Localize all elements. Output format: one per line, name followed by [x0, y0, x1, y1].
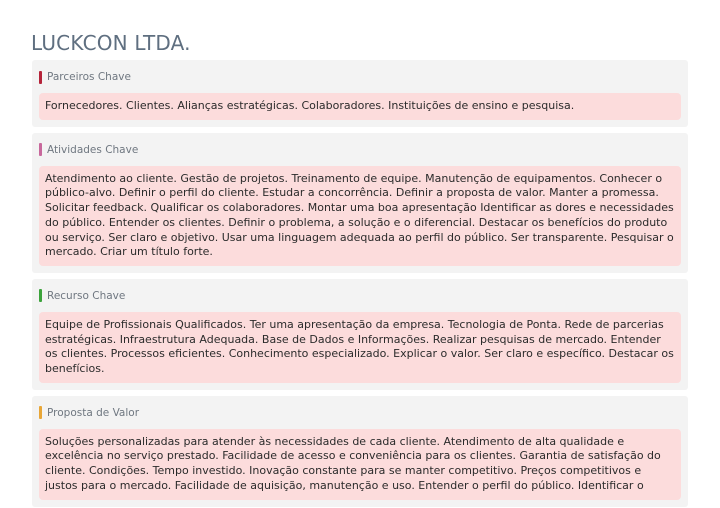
section-card[interactable]: Soluções personalizadas para atender às necessidades de cada cliente. Atendimento de alta qualidade e excelência no serviço prestado. Facilidade de acesso e conveniência para os clientes. Garantia de satisfação do cliente. Condições. Tempo investido. Inovação constante para se manter competitivo. Preços competitivos e justos para o mercado. Facilidade de aquisição, manutenção e uso. Entender o perfil do público. Identificar o — [39, 429, 681, 500]
canvas-scroll-area[interactable] — [32, 60, 688, 492]
section-color-bar — [39, 71, 42, 84]
section-parceiros-chave — [32, 60, 688, 127]
section-atividades-chave — [32, 133, 688, 273]
section-title: Atividades Chave — [47, 143, 139, 156]
section-title: Parceiros Chave — [47, 71, 131, 83]
section-header — [39, 289, 681, 303]
section-header — [39, 70, 681, 84]
section-title: Recurso Chave — [47, 289, 126, 302]
section-recurso-chave — [32, 279, 688, 390]
section-color-bar — [39, 406, 42, 419]
section-card[interactable]: Atendimento ao cliente. Gestão de projetos. Treinamento de equipe. Manutenção de equipamentos. Conhecer o público-alvo. Definir o perfil do cliente. Estudar a concorrência. Definir a proposta de valor. Manter a promessa. Solicitar feedback. Qualificar os colaboradores. Montar uma boa apresentação Identificar as dores e necessidades do público. Entender os clientes. Definir o problema, a solução e o diferencial. Destacar os benefícios do produto ou serviço. Ser claro e objetivo. Usar uma linguagem adequada ao perfil do público. Ser transparente. Pesquisar o mercado. Criar um título forte. — [39, 166, 681, 266]
section-card[interactable]: Fornecedores. Clientes. Alianças estratégicas. Colaboradores. Instituições de ensino e pesquisa. — [39, 93, 681, 120]
section-color-bar — [39, 289, 42, 302]
section-header — [39, 143, 681, 157]
section-title: Proposta de Valor — [47, 406, 140, 419]
page-title: LUCKCON LTDA. — [31, 31, 191, 55]
section-proposta-de-valor — [32, 396, 688, 507]
section-card[interactable]: Equipe de Profissionais Qualificados. Ter uma apresentação da empresa. Tecnologia de Ponta. Rede de parcerias estratégicas. Infraestrutura Adequada. Base de Dados e Informações. Realizar pesquisas de mercado. Entender os clientes. Processos eficientes. Conhecimento especializado. Explicar o valor. Ser claro e específico. Destacar os benefícios. — [39, 312, 681, 383]
section-color-bar — [39, 143, 42, 156]
section-header — [39, 406, 681, 420]
